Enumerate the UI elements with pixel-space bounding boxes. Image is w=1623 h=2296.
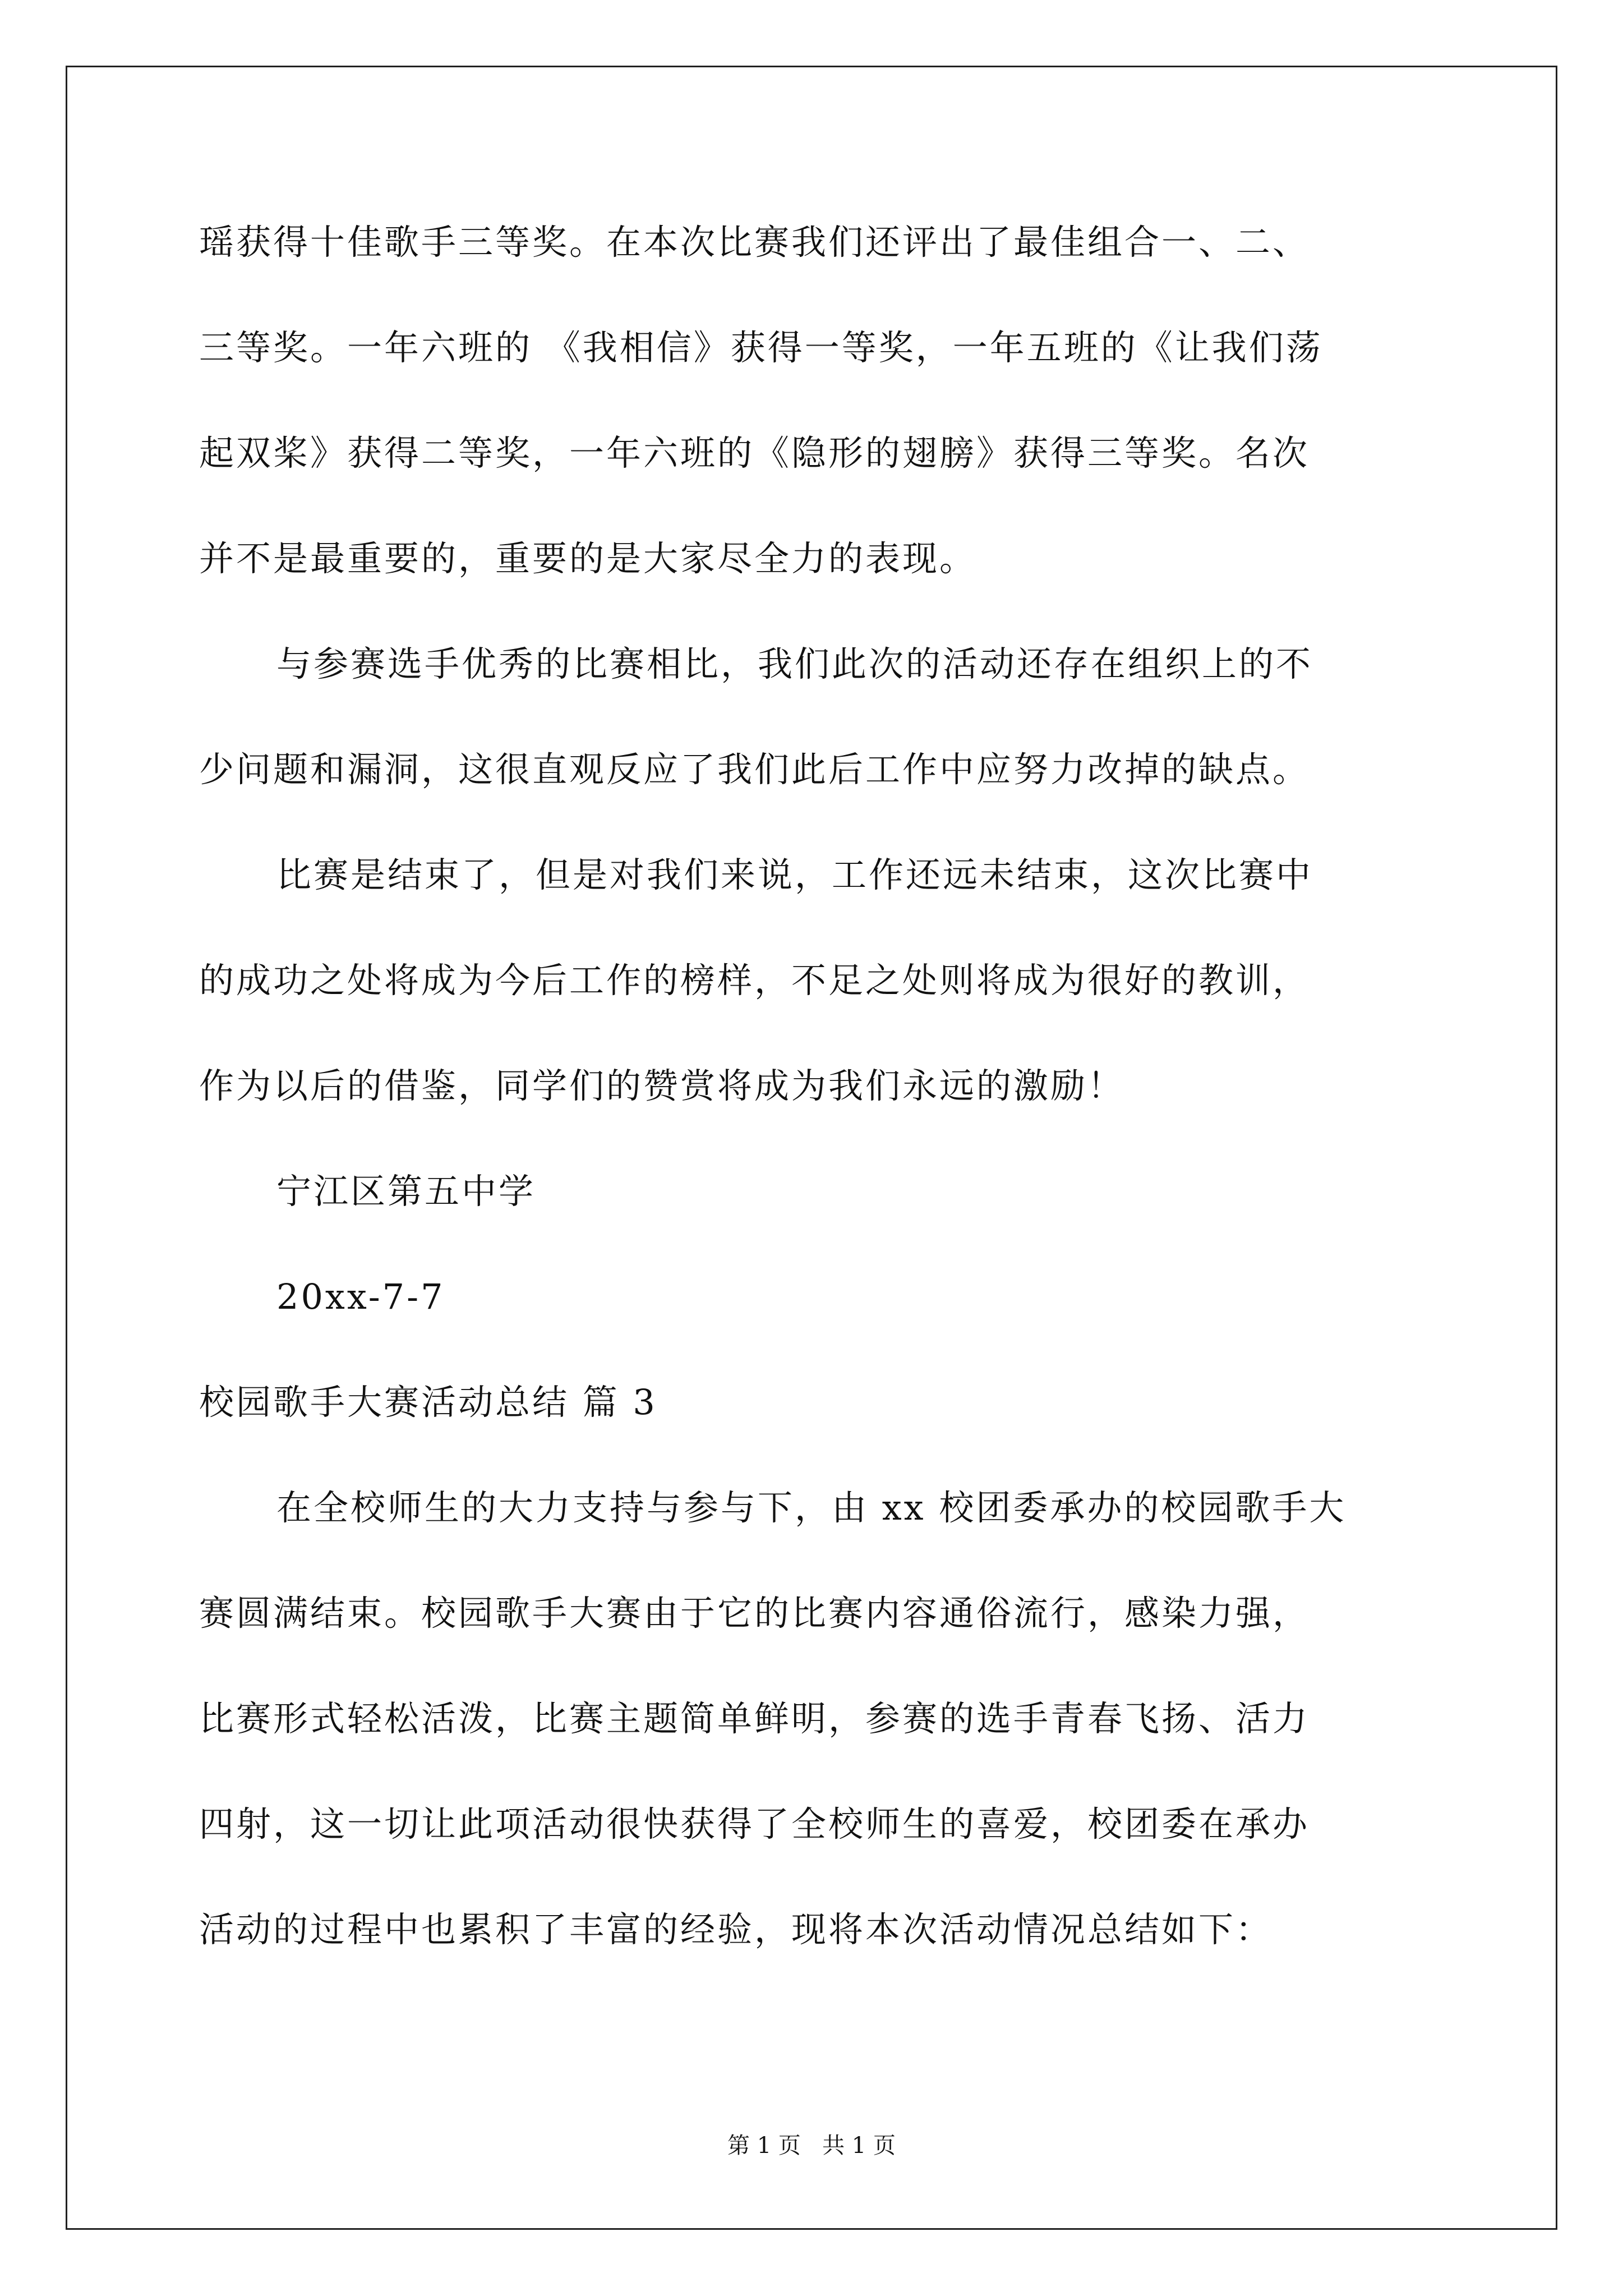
text-line-1: 瑶获得十佳歌手三等奖。在本次比赛我们还评出了最佳组合一、二、 <box>199 222 1310 263</box>
text-line-15: 比赛形式轻松活泼，比赛主题简单鲜明，参赛的选手青春飞扬、活力 <box>199 1698 1310 1739</box>
section-heading: 校园歌手大赛活动总结 篇 3 <box>199 1382 657 1423</box>
text-line-6: 少问题和漏洞，这很直观反应了我们此后工作中应努力改掉的缺点。 <box>199 749 1310 790</box>
text-line-8: 的成功之处将成为今后工作的榜样，不足之处则将成为很好的教训， <box>199 960 1310 1001</box>
text-line-17: 活动的过程中也累积了丰富的经验，现将本次活动情况总结如下： <box>199 1909 1273 1950</box>
text-line-16: 四射，这一切让此项活动很快获得了全校师生的喜爱，校团委在承办 <box>199 1803 1310 1844</box>
text-line-7: 比赛是结束了，但是对我们来说，工作还远未结束，这次比赛中 <box>276 854 1313 895</box>
text-line-9: 作为以后的借鉴，同学们的赞赏将成为我们永远的激励！ <box>199 1065 1125 1106</box>
text-line-2: 三等奖。一年六班的 《我相信》获得一等奖，一年五班的《让我们荡 <box>199 327 1323 368</box>
signature-date: 20xx-7-7 <box>276 1276 445 1317</box>
text-line-3: 起双桨》获得二等奖，一年六班的《隐形的翅膀》获得三等奖。名次 <box>199 432 1310 473</box>
text-line-14: 赛圆满结束。校园歌手大赛由于它的比赛内容通俗流行，感染力强， <box>199 1593 1310 1634</box>
page-footer: 第 1 页 共 1 页 <box>727 2133 896 2159</box>
text-line-4: 并不是最重要的，重要的是大家尽全力的表现。 <box>199 538 977 579</box>
signature-school: 宁江区第五中学 <box>276 1171 536 1212</box>
text-line-5: 与参赛选手优秀的比赛相比，我们此次的活动还存在组织上的不 <box>276 643 1313 684</box>
text-line-13: 在全校师生的大力支持与参与下，由 xx 校团委承办的校园歌手大 <box>276 1487 1347 1528</box>
page-border <box>66 66 1557 2230</box>
